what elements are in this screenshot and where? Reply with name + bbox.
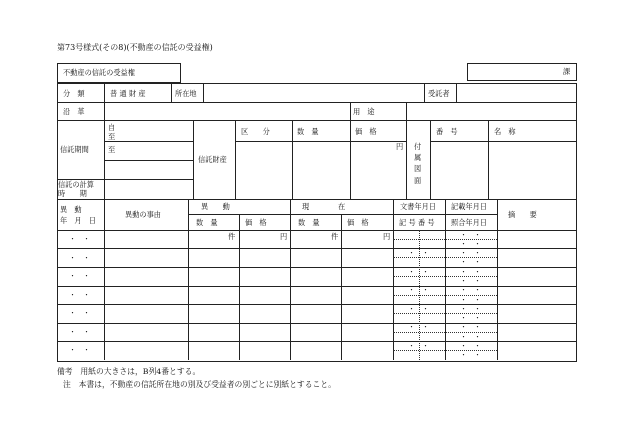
attached-char: 付 [414, 142, 422, 151]
vline [104, 199, 105, 360]
genzai-kakaku-header: 価 格 [347, 218, 369, 227]
date-placeholder: ・ ・ [69, 346, 90, 354]
kakaku-header: 価 格 [355, 127, 377, 136]
youto-label: 用 途 [353, 107, 375, 116]
shintaku-zaisan-label: 信託財産 [198, 155, 227, 164]
location-label: 所在地 [175, 89, 197, 98]
date-placeholder: ・ ・ [460, 351, 481, 359]
note-chu: 注 本書は，不動産の信託所在地の別及び受益者の別ごとに別紙とすること。 [63, 380, 336, 389]
date-placeholder: ・ ・ [408, 249, 429, 257]
ido-kakaku-header: 価 格 [245, 218, 267, 227]
vline [193, 120, 194, 199]
vline [430, 120, 431, 199]
vline [350, 120, 351, 199]
kubun-header: 区 分 [241, 127, 270, 136]
vline [188, 199, 189, 360]
ido-date-header-top: 異 動 [60, 205, 82, 214]
kisai-header-top: 記載年月日 [451, 202, 487, 211]
genzai-suryo-header: 数 量 [298, 218, 320, 227]
date-placeholder: ・ ・ [460, 296, 481, 304]
itaru-label: 至 [108, 132, 116, 141]
date-placeholder: ・ ・ [69, 235, 90, 243]
hline [57, 230, 576, 231]
vline [445, 199, 446, 360]
keisan-label-2: 時 期 [58, 189, 87, 198]
vline [406, 120, 407, 199]
hline [57, 304, 576, 305]
hline [57, 102, 576, 103]
ido-date-header-bottom: 年 月 日 [60, 216, 96, 225]
dotted-line [393, 313, 497, 314]
header-label: 不動産の信託の受益権 [63, 68, 135, 77]
dotted-line [393, 239, 497, 240]
vline [171, 83, 172, 102]
date-placeholder: ・ ・ [460, 268, 481, 276]
date-placeholder: ・ ・ [460, 286, 481, 294]
vline [203, 83, 204, 102]
date-placeholder: ・ ・ [460, 333, 481, 341]
bango-header: 番 号 [436, 127, 458, 136]
vline [424, 83, 425, 102]
vline [104, 102, 105, 120]
attached-label [414, 143, 424, 184]
ido-reason-header: 異動の事由 [125, 210, 161, 219]
date-placeholder: ・ ・ [460, 231, 481, 239]
date-placeholder: ・ ・ [460, 258, 481, 266]
attached-char: 図 [414, 164, 422, 174]
date-placeholder: ・ ・ [460, 249, 481, 257]
dotted-line [393, 257, 497, 258]
ji-label: 自 [108, 123, 116, 132]
ido-suryo-header: 数 量 [196, 218, 218, 227]
bunrui-label: 分 類 [63, 89, 85, 98]
vline [104, 83, 105, 102]
vline [488, 120, 489, 199]
vline [341, 214, 342, 360]
date-placeholder: ・ ・ [460, 342, 481, 350]
en-unit-1: 円 [280, 232, 288, 241]
attached-char: 面 [414, 175, 422, 185]
genzai-header: 現 在 [302, 202, 346, 211]
hline [104, 141, 193, 142]
date-placeholder: ・ ・ [408, 323, 429, 331]
vline [393, 199, 394, 360]
hline [57, 267, 576, 268]
vline [406, 102, 407, 120]
date-placeholder: ・ ・ [460, 305, 481, 313]
trustee-label: 受託者 [428, 89, 450, 98]
keisan-label-1: 信託の計算 [58, 180, 94, 189]
form-title: 第73号様式(その8)(不動産の信託の受益権) [57, 43, 213, 52]
hline [235, 141, 406, 142]
vline [292, 120, 293, 199]
hline [57, 248, 576, 249]
hline [57, 286, 576, 287]
date-placeholder: ・ ・ [408, 268, 429, 276]
date-placeholder: ・ ・ [460, 277, 481, 285]
ka-label: 課 [563, 67, 571, 76]
tekiyo-header: 摘 要 [508, 210, 537, 219]
date-placeholder: ・ ・ [460, 240, 481, 248]
hline [57, 120, 576, 121]
hline [430, 141, 576, 142]
vline [456, 83, 457, 102]
ka-box [467, 63, 577, 81]
date-placeholder: ・ ・ [408, 286, 429, 294]
attached-char: 属 [414, 153, 422, 163]
meisho-header: 名 称 [494, 127, 516, 136]
date-placeholder: ・ ・ [408, 305, 429, 313]
enkaku-label: 沿 革 [63, 107, 85, 116]
hline [57, 323, 576, 324]
hline [104, 160, 193, 161]
date-placeholder: ・ ・ [460, 323, 481, 331]
dotted-line [393, 295, 497, 296]
vline [350, 102, 351, 120]
dotted-line [393, 350, 497, 351]
dotted-line [393, 332, 497, 333]
date-placeholder: ・ ・ [69, 328, 90, 336]
dotted-line [393, 276, 497, 277]
date-placeholder: ・ ・ [69, 291, 90, 299]
en-unit-2: 円 [383, 232, 391, 241]
date-placeholder: ・ ・ [408, 342, 429, 350]
vline [290, 199, 291, 360]
shintaku-kikan-label: 信託期間 [60, 145, 89, 154]
kisai-header-bottom: 照合年月日 [451, 218, 487, 227]
date-placeholder: ・ ・ [460, 314, 481, 322]
ido-header: 異 動 [201, 202, 230, 211]
en-unit: 円 [396, 142, 404, 151]
ken-unit: 件 [228, 232, 236, 241]
hline [57, 341, 576, 342]
bunsho-header-bottom: 記 号 番 号 [399, 218, 435, 227]
date-placeholder: ・ ・ [69, 254, 90, 262]
bunsho-header-top: 文書年月日 [400, 202, 436, 211]
suryo-header: 数 量 [297, 127, 319, 136]
ken-unit-2: 件 [331, 232, 339, 241]
vline [497, 199, 498, 360]
vline [239, 214, 240, 360]
note-biko: 備考 用紙の大きさは，B列4番とする。 [57, 367, 201, 376]
date-placeholder: ・ ・ [69, 272, 90, 280]
date-placeholder: ・ ・ [69, 309, 90, 317]
itaru-label-2: 至 [108, 145, 116, 154]
hline [57, 199, 576, 200]
vline [235, 120, 236, 199]
property-type: 普 通 財 産 [110, 89, 146, 98]
hline [188, 214, 497, 215]
